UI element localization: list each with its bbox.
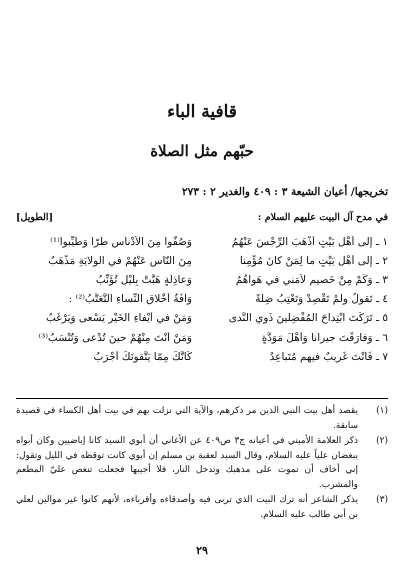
footnote-text: ذكر العلامة الأميني في أعيانه ج٣ ص٤٠٩ عن الأغاني أن أبوي السيد كانا إباضيين وكان أبواه يبغضان علياً عليه السلام، وقال السيد لعقبة بن مسلم إن أبوي كانت توقظه في الليل وتقول: إني أخاف أن تموت على مذهبك وتدخل النار، فلا أجيبها فجعلت تنغص عليّ المطعم والمشرب. bbox=[16, 436, 358, 490]
verse-first-hemistich: ٤ ـ تَقولُ ولَمْ تَقْصِدْ وَتَعْتِبُ ضِلَّةً bbox=[255, 293, 388, 306]
footnote-text: يقصد أهل بيت النبي الذين مر ذكرهم، والآية التي نزلت بهم في بيت أهل الكساء في قصيدة سابقة. bbox=[16, 406, 358, 431]
footnote-number: (١) bbox=[376, 406, 388, 416]
footnotes bbox=[16, 404, 388, 523]
verse-first-hemistich: ٢ ـ إِلى أَهْلِ بَيْتٍ ما لِمَنْ كانَ مُؤْمِناً bbox=[239, 254, 388, 267]
verse-second-hemistich: وَمَنْ أَنْتَ مِنْهُمْ حينَ تُدْعى وَتُنْسَبُ⁽³⁾ bbox=[38, 331, 192, 344]
footnote bbox=[16, 434, 388, 492]
footnote-number: (٢) bbox=[376, 436, 388, 446]
verse-line bbox=[16, 270, 388, 289]
footnote bbox=[16, 493, 388, 522]
verse-first-hemistich: ٣ ـ وَكَمْ مِنْ خَصيمٍ لاُمَني في هَواهُمُ bbox=[235, 273, 388, 286]
verse-line bbox=[16, 290, 388, 309]
source-citation: تخريجها/ أعيان الشيعة ٣ : ٤٠٩ والغدير ٢ : ٢٧٣ bbox=[182, 186, 388, 198]
verse-second-hemistich: وَعاذِلَةٍ هَبَّتْ بِلَيْلٍ تُؤَنِّبُ bbox=[95, 273, 192, 286]
meter-label: [الطويل] bbox=[16, 212, 54, 223]
verse-first-hemistich: ٧ ـ فَأَنْتَ غَريبٌ فيهِمِ مُتَباعِدٌ bbox=[269, 350, 388, 363]
poem-title: حبّهم مثل الصلاة bbox=[150, 142, 254, 160]
verse-line bbox=[16, 347, 388, 366]
verse-second-hemistich: مِنَ النّاسِ عَنْهُمْ في الوِلايَةِ مَذْهَبُ bbox=[48, 254, 192, 267]
verse-second-hemistich: كَأَنَّكَ مِمّا يَتَّقونَكَ أَجْرَبُ bbox=[93, 350, 192, 363]
footnote bbox=[16, 404, 388, 433]
verse-second-hemistich: وَمَنْ في أَيْفاءِ الخَيْرِ يَسْعى وَيَرْغَبُ bbox=[46, 312, 192, 325]
verse-first-hemistich: ١ ـ إِلى أَهْلِ بَيْتٍ أَذْهَبَ الرِّجْسَ عَنْهُمُ bbox=[231, 235, 388, 248]
verse-second-hemistich: وَآفَةُ أَخْلاقِ النِّساءِ التَّعَتُّبُ⁽²⁾ : bbox=[68, 293, 192, 306]
footnote-number: (٣) bbox=[376, 495, 388, 505]
praise-heading: في مدح آل البيت عليهم السلام : bbox=[257, 212, 388, 223]
chapter-title: قافية الباء bbox=[167, 102, 237, 122]
verse-line bbox=[16, 251, 388, 270]
verse-list bbox=[16, 232, 388, 366]
verse-line bbox=[16, 309, 388, 328]
verse-line bbox=[16, 328, 388, 347]
footnote-text: يذكر الشاعر أنه ترك البيت الذي تربى فيه وأصدقاءه وأقرباءه، لأنهم كانوا غير موالين لعلي بن أبي طالب عليه السلام. bbox=[16, 495, 358, 520]
verse-line bbox=[16, 232, 388, 251]
page-number: ٢٩ bbox=[196, 544, 208, 557]
verse-first-hemistich: ٥ ـ تَرَكْتَ اَبْتِداحَ المُفْضِلينَ ذَوي النَّدى bbox=[228, 312, 388, 325]
verse-first-hemistich: ٦ ـ وَفارَقْتَ جيراناً وَأَهْلَ مَوَدَّةٍ bbox=[261, 331, 388, 344]
footnote-divider bbox=[16, 398, 388, 399]
verse-second-hemistich: وَصُفّوا مِنَ الأَدْناسِ طُرّاً وَطُيِّبوا⁽¹⁾ bbox=[50, 235, 192, 248]
